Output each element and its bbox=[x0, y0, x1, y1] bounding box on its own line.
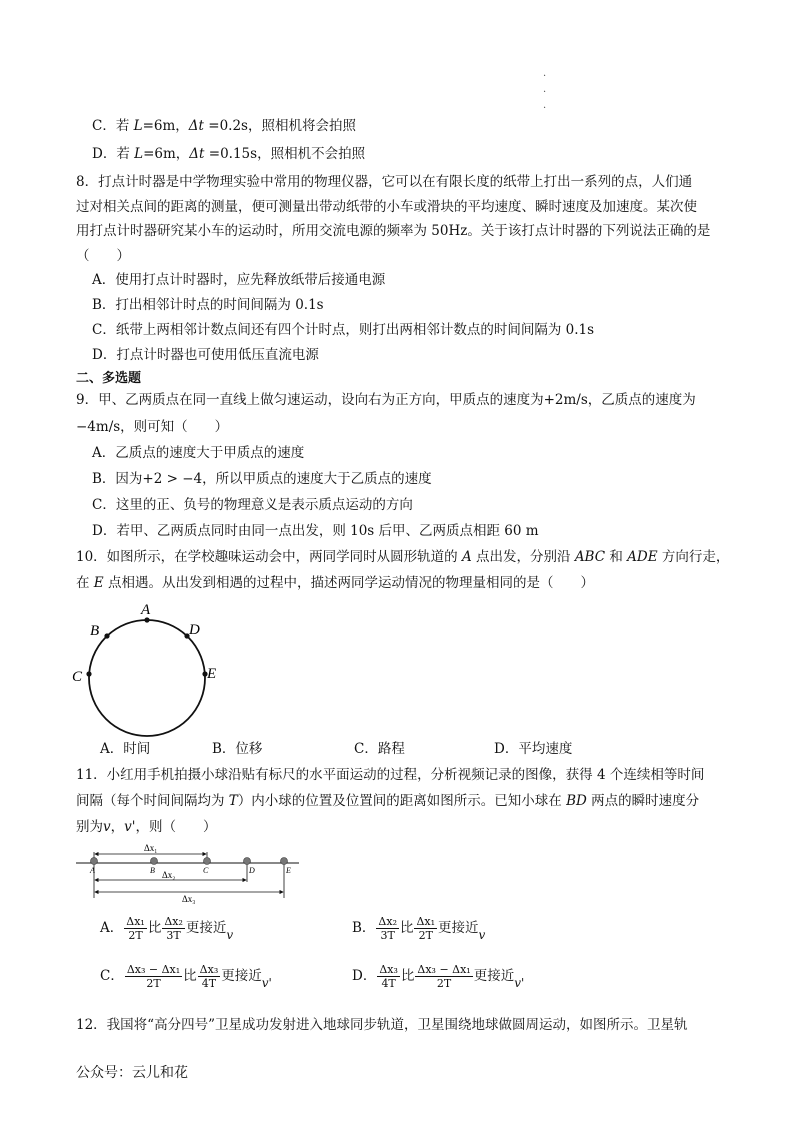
q11-option-c: C． $\frac{\text{Δx₃ − Δx₁}}{2T}$ 比 $\frac{\text{Δx₃}}{4T}$ 更接近v' bbox=[100, 963, 272, 990]
point-a bbox=[144, 617, 149, 622]
q8-option-d: D．打点计时器也可使用低压直流电源 bbox=[92, 347, 319, 363]
q8-stem-line: 过对相关点间的距离的测量，便可测量出带动纸带的小车或滑块的平均速度、瞬时速度及加速度。某次使 bbox=[76, 199, 697, 215]
ruler-label-a: A bbox=[90, 866, 95, 875]
q10-stem-line: 在 E 点相遇。从出发到相遇的过程中，描述两同学运动情况的物理量相同的是（ ） bbox=[76, 575, 594, 591]
q8-option-b: B．打出相邻计时点的时间间隔为 0.1s bbox=[92, 297, 324, 313]
ball-b bbox=[151, 858, 158, 865]
corner-mark: · bbox=[543, 103, 547, 114]
q7-option-c: C．若 L=6m，Δt =0.2s，照相机将会拍照 bbox=[92, 118, 356, 134]
q9-option-d: D．若甲、乙两质点同时由同一点出发，则 10s 后甲、乙两质点相距 60 m bbox=[92, 523, 539, 539]
ruler-label-b: B bbox=[150, 866, 155, 875]
point-c bbox=[86, 671, 91, 676]
q9-option-a: A．乙质点的速度大于甲质点的速度 bbox=[92, 445, 305, 461]
q11-option-a: A． $\frac{\text{Δx₁}}{2T}$ 比 $\frac{\text{Δx₂}}{3T}$ 更接近v bbox=[100, 915, 234, 942]
ruler-label-d: D bbox=[249, 866, 255, 875]
q9-option-c: C．这里的正、负号的物理意义是表示质点运动的方向 bbox=[92, 497, 413, 513]
dx2-label: Δx₂ bbox=[162, 870, 176, 880]
q9-stem-line: 9．甲、乙两质点在同一直线上做匀速运动，设向右为正方向，甲质点的速度为+2m/s，乙质点的速度为 bbox=[76, 392, 696, 408]
q11-stem-line: 别为v，v'，则（ ） bbox=[76, 819, 217, 835]
q8-option-a: A．使用打点计时器时，应先释放纸带后接通电源 bbox=[92, 272, 386, 288]
ruler-label-c: C bbox=[203, 866, 209, 875]
label-a: A bbox=[141, 602, 151, 618]
section-heading: 二、多选题 bbox=[76, 371, 142, 386]
q10-option-b: B．位移 bbox=[212, 741, 263, 757]
corner-mark: · bbox=[543, 71, 547, 82]
point-b bbox=[104, 633, 109, 638]
ruler-figure bbox=[74, 842, 304, 906]
ball-e bbox=[281, 858, 288, 865]
dx1-label: Δx₁ bbox=[144, 843, 158, 853]
circle-track-figure bbox=[66, 596, 236, 746]
label-b: B bbox=[90, 623, 100, 639]
ball-d bbox=[244, 858, 251, 865]
q10-option-a: A．时间 bbox=[100, 741, 151, 757]
q11-stem-line: 11．小红用手机拍摄小球沿贴有标尺的水平面运动的过程，分析视频记录的图像，获得 4 个连续相等时间 bbox=[76, 767, 705, 783]
q12-stem-line: 12．我国将“高分四号”卫星成功发射进入地球同步轨道，卫星围绕地球做圆周运动，如图所示。卫星轨 bbox=[76, 1017, 688, 1033]
footer-wechat-account: 公众号：云儿和花 bbox=[76, 1065, 188, 1081]
q9-stem-line: −4m/s，则可知（ ） bbox=[76, 419, 229, 435]
ball-a bbox=[91, 858, 98, 865]
q8-stem-line: （ ） bbox=[76, 248, 130, 264]
q8-stem-line: 8．打点计时器是中学物理实验中常用的物理仪器，它可以在有限长度的纸带上打出一系列的点，人们通 bbox=[76, 174, 693, 190]
q10-stem-line: 10．如图所示，在学校趣味运动会中，两同学同时从圆形轨道的 A 点出发，分别沿 ABC 和 ADE 方向行走， bbox=[76, 549, 730, 565]
q8-option-c: C．纸带上两相邻计数点间还有四个计时点，则打出两相邻计数点的时间间隔为 0.1s bbox=[92, 322, 595, 338]
label-c: C bbox=[72, 669, 83, 685]
ruler-label-e: E bbox=[286, 866, 291, 875]
q8-stem-line: 用打点计时器研究某小车的运动时，所用交流电源的频率为 50Hz。关于该打点计时器的下列说法正确的是 bbox=[76, 223, 711, 239]
q9-option-b: B．因为+2 > −4，所以甲质点的速度大于乙质点的速度 bbox=[92, 471, 432, 487]
q11-option-d: D． $\frac{\text{Δx₃}}{4T}$ 比 $\frac{\text{Δx₃ − Δx₁}}{2T}$ 更接近v' bbox=[352, 963, 525, 990]
dx3-label: Δx₃ bbox=[182, 894, 196, 904]
q10-option-c: C．路程 bbox=[354, 741, 405, 757]
q11-option-b: B． $\frac{\text{Δx₂}}{3T}$ 比 $\frac{\text{Δx₁}}{2T}$ 更接近v bbox=[352, 915, 486, 942]
q7-option-d: D．若 L=6m，Δt =0.15s，照相机不会拍照 bbox=[92, 146, 366, 162]
label-d: D bbox=[189, 622, 200, 638]
ball-c bbox=[204, 858, 211, 865]
q11-stem-line: 间隔（每个时间间隔均为 T）内小球的位置及位置间的距离如图所示。已知小球在 BD 两点的瞬时速度分 bbox=[76, 793, 700, 809]
corner-mark: · bbox=[543, 87, 547, 98]
label-e: E bbox=[207, 666, 217, 682]
q10-option-d: D．平均速度 bbox=[494, 741, 573, 757]
